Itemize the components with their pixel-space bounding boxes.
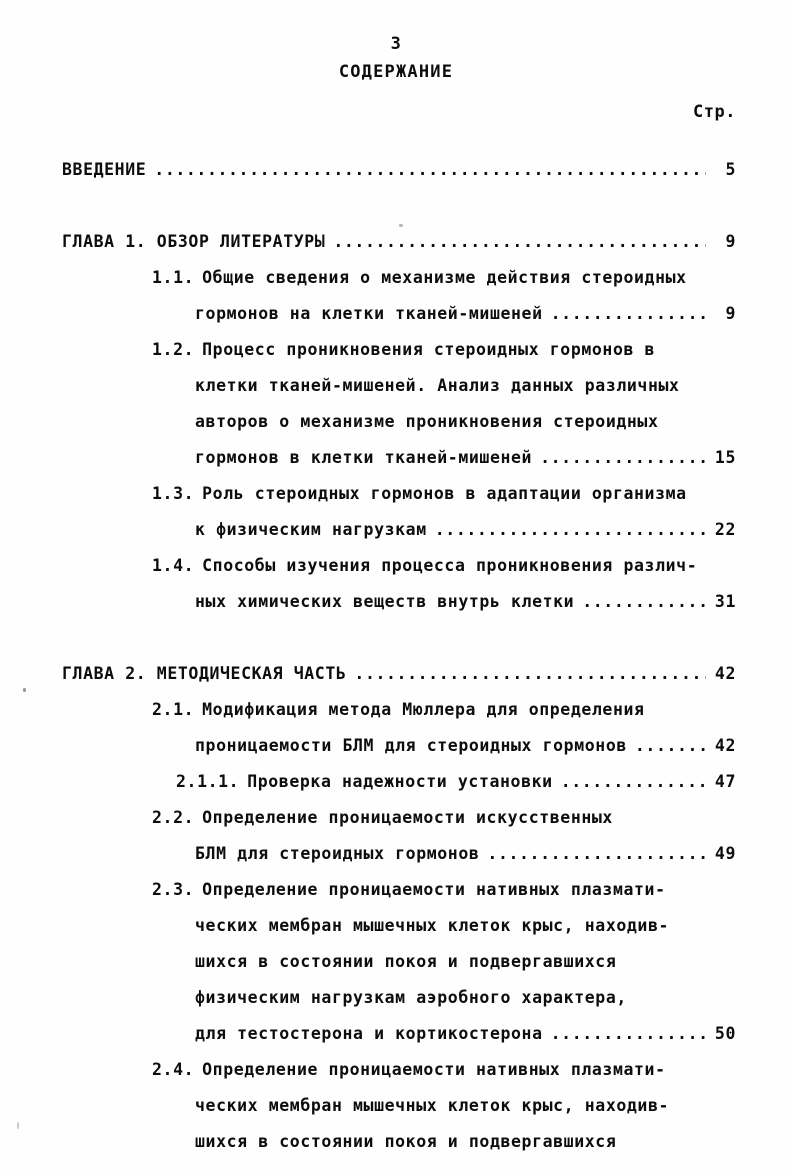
toc-entry-line	[0, 664, 792, 700]
toc-entry-text: гормонов на клетки тканей-мишеней	[195, 304, 543, 323]
toc-entry-text: Определение проницаемости искусственных	[202, 808, 613, 827]
toc-entry-line	[0, 880, 792, 916]
toc-page-number: 22	[714, 520, 736, 539]
toc-entry-text: ГЛАВА 2. МЕТОДИЧЕСКАЯ ЧАСТЬ	[62, 664, 347, 683]
toc-entry[interactable]	[0, 232, 792, 268]
toc-entry-line	[0, 952, 792, 988]
toc-entry-line	[0, 988, 792, 1024]
toc-entry[interactable]	[0, 808, 792, 880]
toc-entry-line	[0, 736, 792, 772]
toc-entry-text: проницаемости БЛМ для стероидных гормонов	[195, 736, 627, 755]
toc-entry-line	[0, 1132, 792, 1168]
toc-entry-text: Роль стероидных гормонов в адаптации организма	[202, 484, 687, 503]
page-column-header: Стр.	[693, 102, 736, 122]
toc-entry-line	[0, 412, 792, 448]
toc-entry-text: к физическим нагрузкам	[195, 520, 427, 539]
toc-entry-line	[0, 592, 792, 628]
toc-entry[interactable]	[0, 772, 792, 808]
toc-dot-leader	[354, 664, 706, 683]
toc-dot-leader	[435, 520, 706, 539]
toc-dot-leader	[540, 448, 706, 467]
toc-entry-line	[0, 700, 792, 736]
toc-entry-number: 2.1.	[152, 700, 195, 719]
toc-dot-leader	[582, 592, 706, 611]
toc-dot-leader	[154, 160, 706, 179]
toc-entry-line	[0, 916, 792, 952]
toc-entry-number: 2.1.1.	[176, 772, 240, 791]
toc-entry[interactable]	[0, 340, 792, 484]
toc-page-number: 42	[714, 736, 736, 755]
toc-entry-text: БЛМ для стероидных гормонов	[195, 844, 480, 863]
toc-entry-line	[0, 1060, 792, 1096]
toc-entry-text: ческих мембран мышечных клеток крыс, находив-	[195, 1096, 670, 1115]
toc-page-number: 31	[714, 592, 736, 611]
toc-entry-line	[0, 1096, 792, 1132]
toc-entry[interactable]	[0, 268, 792, 340]
toc-entry-line	[0, 340, 792, 376]
toc-entry-line	[0, 1024, 792, 1060]
toc-page-number: 5	[725, 160, 736, 179]
toc-entry-text: Процесс проникновения стероидных гормонов в	[202, 340, 656, 359]
toc-entry-text: шихся в состоянии покоя и подвергавшихся	[195, 1132, 617, 1151]
scan-speck	[399, 224, 403, 227]
toc-entry-line	[0, 160, 792, 196]
toc-entry-text: клетки тканей-мишеней. Анализ данных различных	[195, 376, 680, 395]
toc-entry[interactable]	[0, 556, 792, 628]
toc-entry-number: 1.3.	[152, 484, 195, 503]
toc-page-number: 50	[714, 1024, 736, 1043]
toc-page-number: 15	[714, 448, 736, 467]
toc-entry-text: физическим нагрузкам аэробного характера,	[195, 988, 627, 1007]
scan-speck	[17, 1122, 19, 1129]
toc-entry-line	[0, 556, 792, 592]
toc-entry-number: 1.4.	[152, 556, 195, 575]
toc-entry-line	[0, 520, 792, 556]
toc-entry-text: Определение проницаемости нативных плазмати-	[202, 1060, 666, 1079]
toc-page-number: 49	[714, 844, 736, 863]
toc-page-number: 42	[714, 664, 736, 683]
page-title: СОДЕРЖАНИЕ	[338, 62, 454, 82]
toc-entry-text: гормонов в клетки тканей-мишеней	[195, 448, 533, 467]
toc-entry-text: Определение проницаемости нативных плазмати-	[202, 880, 666, 899]
toc-dot-leader	[551, 304, 706, 323]
page-folio-number: 3	[390, 34, 402, 54]
toc-entry[interactable]	[0, 160, 792, 196]
toc-entry-line	[0, 304, 792, 340]
toc-entry-number: 1.2.	[152, 340, 195, 359]
toc-entry-text: шихся в состоянии покоя и подвергавшихся	[195, 952, 617, 971]
scan-speck	[23, 688, 26, 692]
toc-entry-text: ВВЕДЕНИЕ	[62, 160, 147, 179]
toc-entry-text: Общие сведения о механизме действия стероидных	[202, 268, 687, 287]
toc-dot-leader	[551, 1024, 706, 1043]
toc-entry-text: авторов о механизме проникновения стероидных	[195, 412, 659, 431]
toc-entry-text: ГЛАВА 1. ОБЗОР ЛИТЕРАТУРЫ	[62, 232, 326, 251]
toc-page-number: 9	[725, 232, 736, 251]
toc-entry-number: 1.1.	[152, 268, 195, 287]
toc-page-number: 47	[714, 772, 736, 791]
table-of-contents	[0, 160, 792, 1168]
toc-entry[interactable]	[0, 484, 792, 556]
toc-entry-number: 2.3.	[152, 880, 195, 899]
toc-entry-line	[0, 484, 792, 520]
toc-entry-number: 2.2.	[152, 808, 195, 827]
toc-entry[interactable]	[0, 880, 792, 1060]
toc-entry-number: 2.4.	[152, 1060, 195, 1079]
toc-entry-text: Способы изучения процесса проникновения различ-	[202, 556, 698, 575]
toc-entry-line	[0, 808, 792, 844]
toc-entry-line	[0, 232, 792, 268]
toc-entry-line	[0, 376, 792, 412]
toc-entry-text: ческих мембран мышечных клеток крыс, находив-	[195, 916, 670, 935]
toc-entry[interactable]	[0, 700, 792, 772]
toc-entry-line	[0, 268, 792, 304]
toc-dot-leader	[635, 736, 706, 755]
toc-dot-leader	[561, 772, 706, 791]
toc-entry-text: ных химических веществ внутрь клетки	[195, 592, 575, 611]
toc-entry-line	[0, 448, 792, 484]
toc-entry-line	[0, 844, 792, 880]
toc-dot-leader	[487, 844, 706, 863]
toc-entry[interactable]	[0, 664, 792, 700]
toc-entry-text: Проверка надежности установки	[247, 772, 553, 791]
toc-dot-leader	[333, 232, 706, 251]
toc-entry[interactable]	[0, 1060, 792, 1168]
toc-entry-text: Модификация метода Мюллера для определения	[202, 700, 645, 719]
toc-entry-line	[0, 772, 792, 808]
toc-page-number: 9	[725, 304, 736, 323]
toc-entry-text: для тестостерона и кортикостерона	[195, 1024, 543, 1043]
